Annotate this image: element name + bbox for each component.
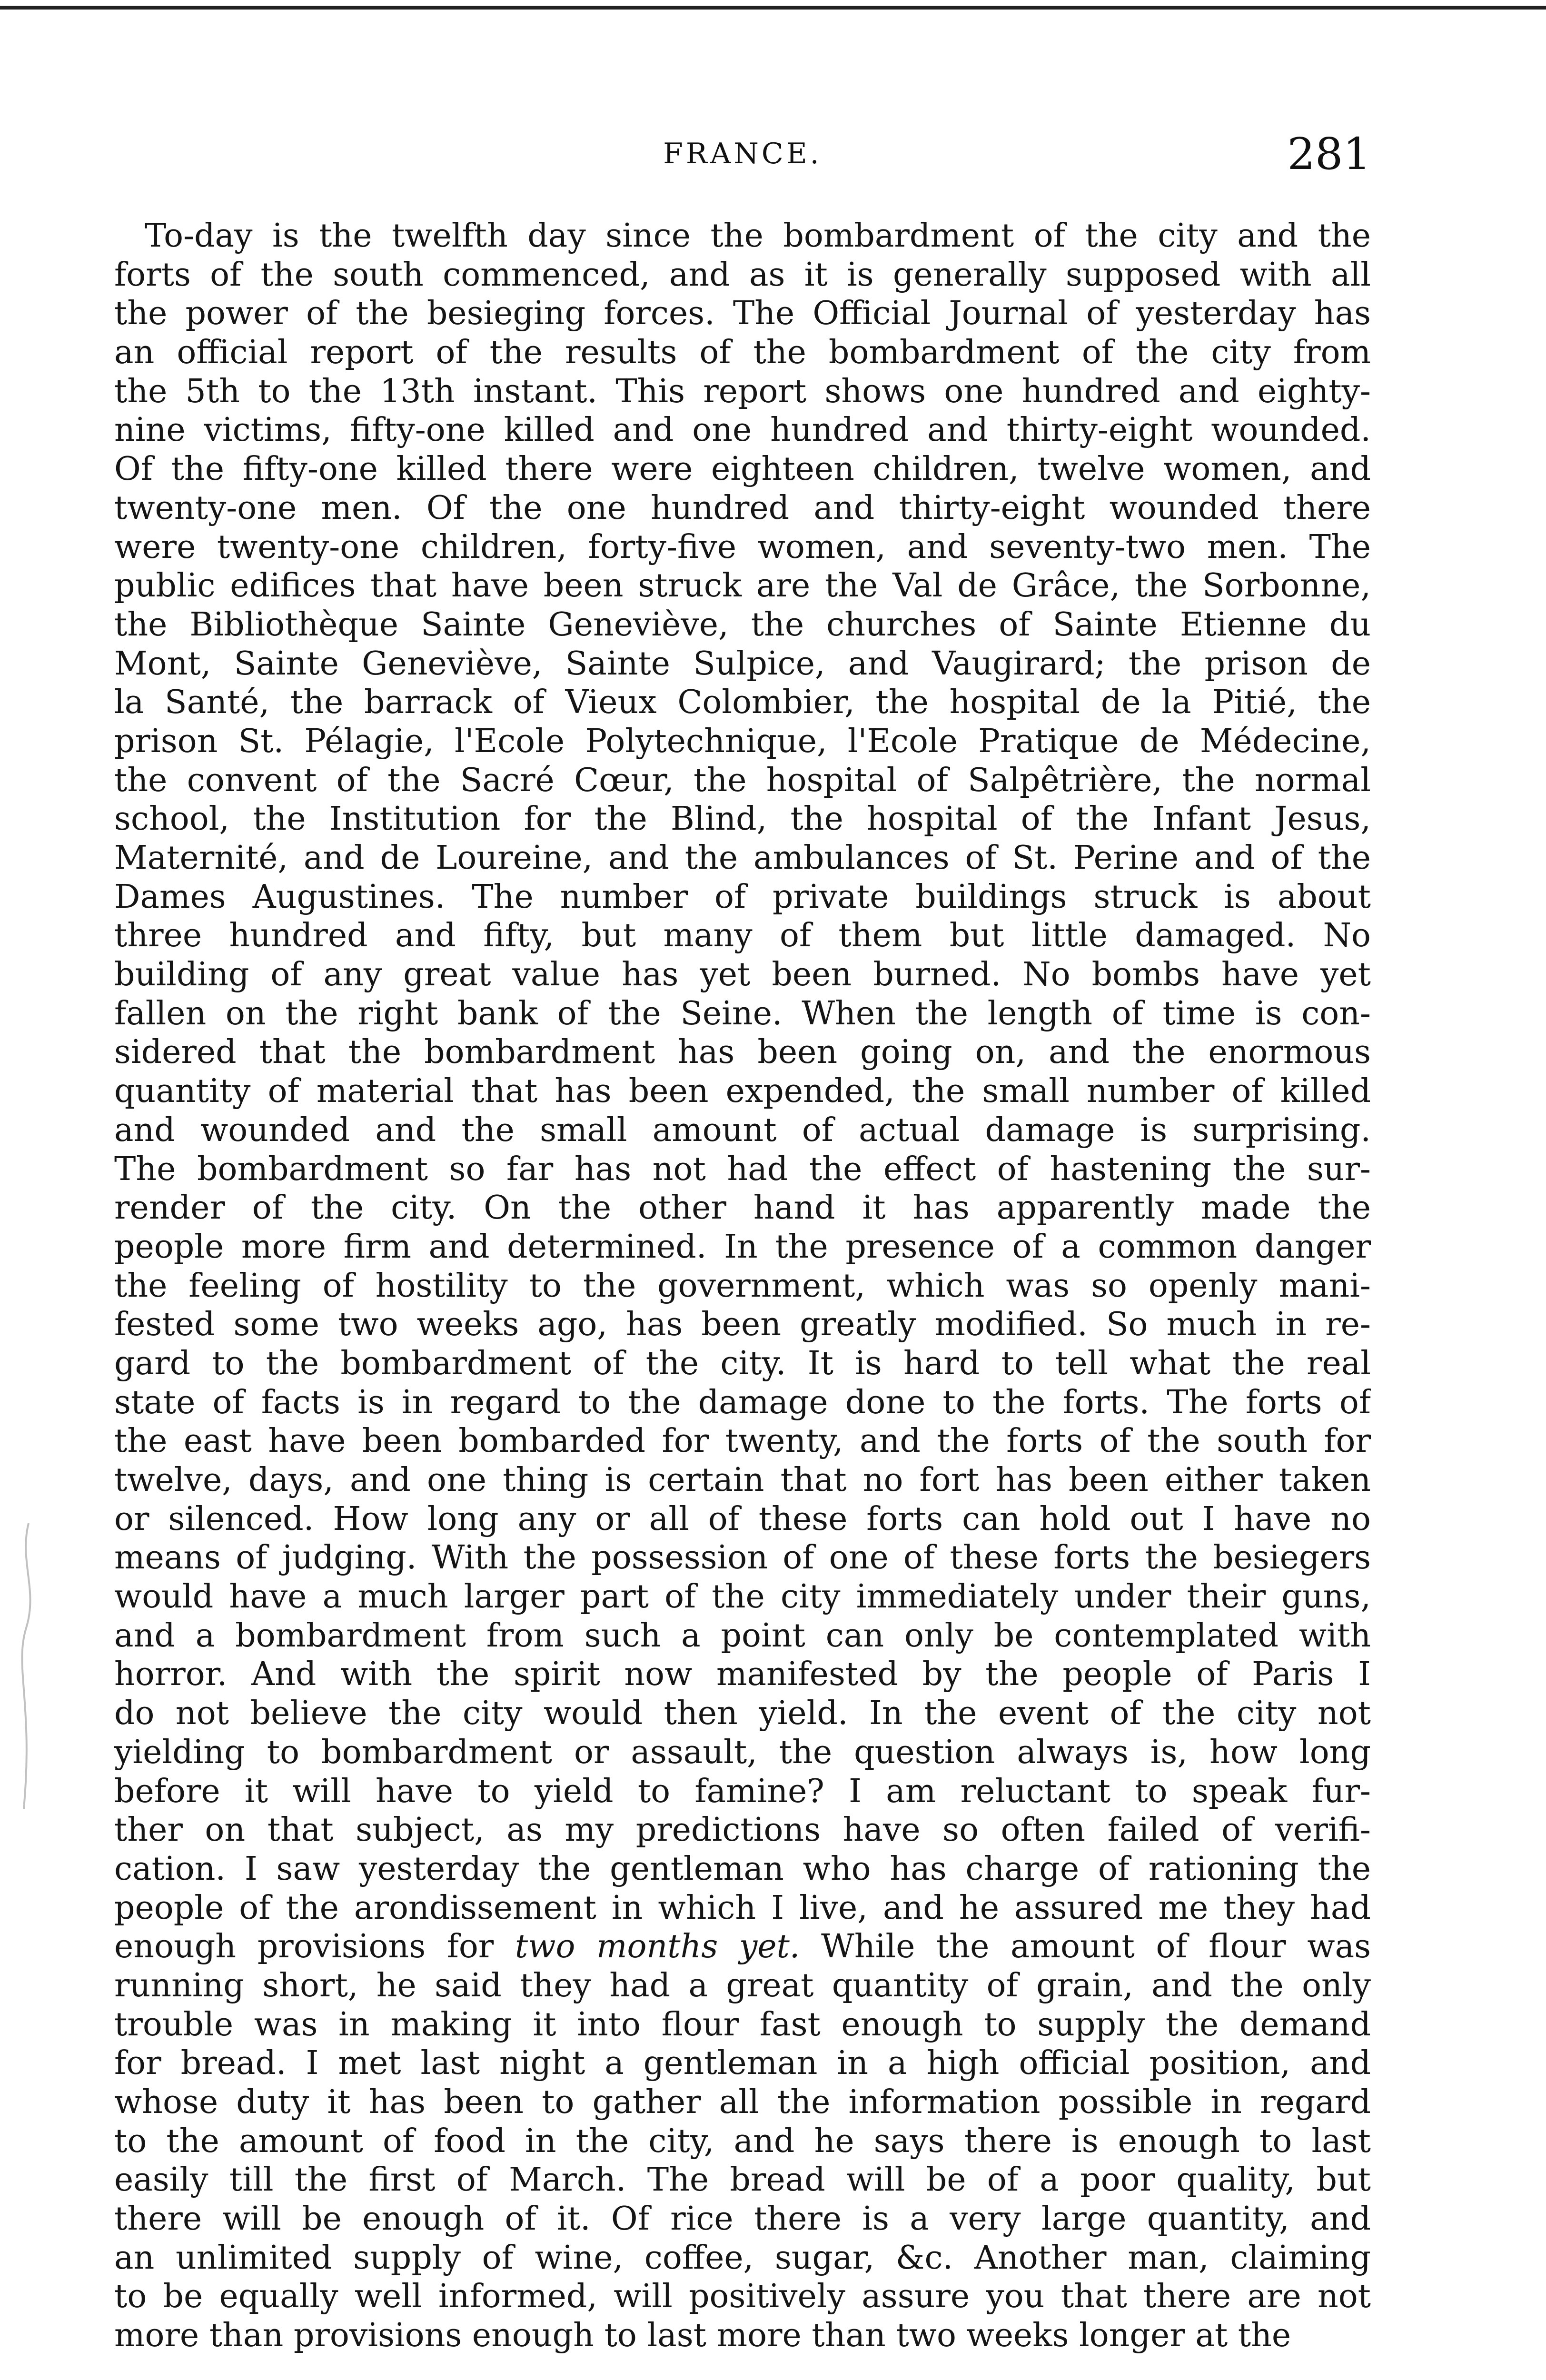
text-line: yielding to bombardment or assault, the question always is, how long	[114, 1733, 1371, 1771]
text-line: whose duty it has been to gather all the information possible in regard	[114, 2083, 1371, 2121]
text-line: the Bibliothèque Sainte Geneviève, the churches of Sainte Etienne du	[114, 605, 1371, 644]
text-line: fallen on the right bank of the Seine. When the length of time is con-	[114, 994, 1371, 1032]
text-line: three hundred and fifty, but many of them but little damaged. No	[114, 917, 1371, 955]
text-line: building of any great value has yet been burned. No bombs have yet	[114, 956, 1371, 994]
text-line: prison St. Pélagie, l'Ecole Polytechnique, l'Ecole Pratique de Médecine,	[114, 722, 1371, 760]
text-line: Dames Augustines. The number of private buildings struck is about	[114, 878, 1371, 916]
text-line: to the amount of food in the city, and he says there is enough to last	[114, 2122, 1371, 2160]
text-line: an unlimited supply of wine, coffee, sugar, &c. Another man, claiming	[114, 2239, 1371, 2277]
text-line: Maternité, and de Loureine, and the ambulances of St. Perine and of the	[114, 839, 1371, 877]
text-line: enough provisions for two months yet. While the amount of flour was	[114, 1928, 1371, 1966]
text-line: forts of the south commenced, and as it is generally supposed with all	[114, 256, 1371, 294]
text-line: nine victims, fifty-one killed and one hundred and thirty-eight wounded.	[114, 411, 1371, 449]
text-line: people more firm and determined. In the presence of a common danger	[114, 1228, 1371, 1266]
text-line: or silenced. How long any or all of these forts can hold out I have no	[114, 1500, 1371, 1538]
text-line: horror. And with the spirit now manifested by the people of Paris I	[114, 1656, 1371, 1694]
text-line: state of facts is in regard to the damage done to the forts. The forts of	[114, 1383, 1371, 1421]
page-header	[114, 129, 1371, 186]
text-line: ther on that subject, as my predictions have so often failed of verifi-	[114, 1811, 1371, 1849]
text-line: would have a much larger part of the city immediately under their guns,	[114, 1578, 1371, 1616]
text-line: more than provisions enough to last more than two weeks longer at the	[114, 2317, 1291, 2355]
text-line: The bombardment so far has not had the effect of hastening the sur-	[114, 1150, 1371, 1188]
text-line: gard to the bombardment of the city. It is hard to tell what the real	[114, 1344, 1371, 1382]
text-line: trouble was in making it into flour fast enough to supply the demand	[114, 2005, 1371, 2043]
text-line: means of judging. With the possession of one of these forts the besiegers	[114, 1539, 1371, 1577]
text-line: Of the fifty-one killed there were eighteen children, twelve women, and	[114, 450, 1371, 488]
text-line: and wounded and the small amount of actual damage is surprising.	[114, 1111, 1371, 1149]
text-line: the power of the besieging forces. The Official Journal of yesterday has	[114, 295, 1371, 333]
text-line: an official report of the results of the bombardment of the city from	[114, 334, 1371, 372]
text-line: cation. I saw yesterday the gentleman who has charge of rationing the	[114, 1850, 1371, 1888]
text-line: and a bombardment from such a point can only be contemplated with	[114, 1616, 1371, 1655]
text-line: before it will have to yield to famine? I am reluctant to speak fur-	[114, 1772, 1371, 1810]
text-line: la Santé, the barrack of Vieux Colombier, the hospital de la Pitié, the	[114, 684, 1371, 722]
margin-ink-mark	[14, 1523, 43, 1809]
top-edge-rule	[0, 6, 1546, 10]
text-line: the feeling of hostility to the government, which was so openly mani-	[114, 1267, 1371, 1305]
text-line: twelve, days, and one thing is certain that no fort has been either taken	[114, 1461, 1371, 1499]
body-text	[114, 217, 1371, 2355]
text-line: there will be enough of it. Of rice there is a very large quantity, and	[114, 2200, 1371, 2238]
text-line: Mont, Sainte Geneviève, Sainte Sulpice, and Vaugirard; the prison de	[114, 645, 1371, 683]
running-head: FRANCE.	[663, 137, 822, 170]
text-line: for bread. I met last night a gentleman in a high official position, and	[114, 2044, 1371, 2082]
page-number: 281	[1287, 129, 1371, 179]
text-line: To-day is the twelfth day since the bombardment of the city and the	[145, 217, 1371, 255]
text-line: twenty-one men. Of the one hundred and thirty-eight wounded there	[114, 489, 1371, 527]
text-line: do not believe the city would then yield. In the event of the city not	[114, 1695, 1371, 1733]
italic-phrase: two months yet.	[515, 1928, 800, 1966]
text-line: the 5th to the 13th instant. This report shows one hundred and eighty-	[114, 372, 1371, 410]
text-line: to be equally well informed, will positively assure you that there are not	[114, 2278, 1371, 2316]
text-line: the convent of the Sacré Cœur, the hospital of Salpêtrière, the normal	[114, 761, 1371, 799]
text-line: quantity of material that has been expended, the small number of killed	[114, 1072, 1371, 1111]
text-line: easily till the first of March. The bread will be of a poor quality, but	[114, 2161, 1371, 2199]
text-line: public edifices that have been struck are the Val de Grâce, the Sorbonne,	[114, 567, 1371, 605]
text-line: fested some two weeks ago, has been greatly modified. So much in re-	[114, 1306, 1371, 1344]
text-line: render of the city. On the other hand it has apparently made the	[114, 1189, 1371, 1227]
text-line: people of the arondissement in which I live, and he assured me they had	[114, 1889, 1371, 1927]
text-line: the east have been bombarded for twenty, and the forts of the south for	[114, 1422, 1371, 1460]
text-line: were twenty-one children, forty-five women, and seventy-two men. The	[114, 528, 1371, 566]
text-line: sidered that the bombardment has been going on, and the enormous	[114, 1033, 1371, 1071]
text-line: running short, he said they had a great quantity of grain, and the only	[114, 1966, 1371, 2004]
text-line: school, the Institution for the Blind, the hospital of the Infant Jesus,	[114, 800, 1371, 838]
